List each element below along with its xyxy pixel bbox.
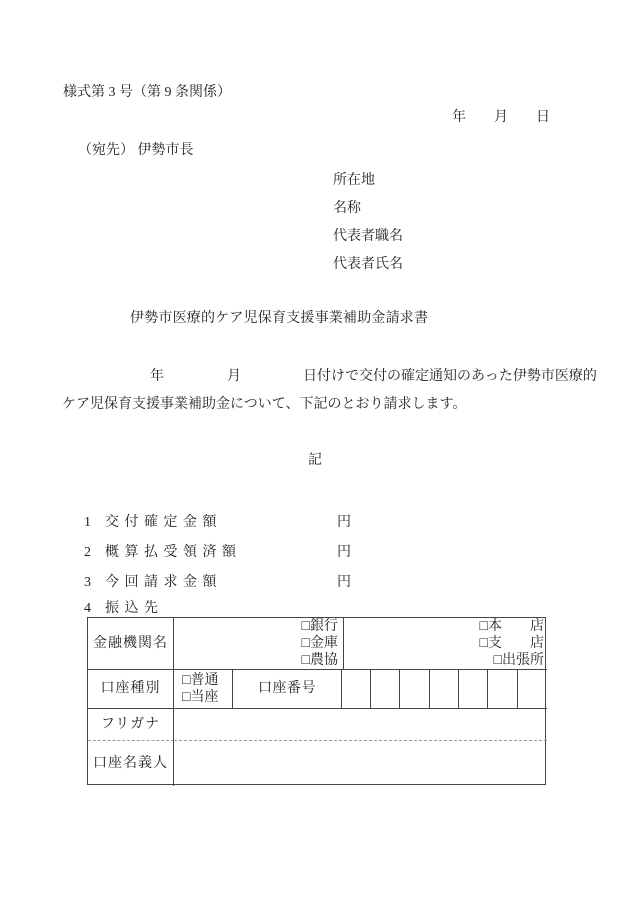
- checkbox-icon: □: [479, 619, 488, 634]
- account-type-cell: [174, 670, 233, 709]
- furigana-value-cell: [174, 709, 547, 741]
- item-3-label: 今回請求金額: [105, 575, 222, 590]
- checkbox-option-head-office: [344, 618, 547, 635]
- option-label: 支 店: [488, 636, 544, 651]
- branch-name-cell: [344, 618, 547, 670]
- account-type-label: 口座種別: [88, 670, 174, 709]
- option-label: 本 店: [488, 619, 544, 634]
- field-label-rep-title: 代表者職名: [333, 229, 403, 244]
- body-year-blank: 年: [150, 369, 164, 384]
- checkbox-option-sub-branch: [344, 652, 547, 669]
- ki-marker: 記: [308, 453, 322, 468]
- option-label: 普通: [190, 673, 219, 688]
- field-label-rep-fullname: 代表者氏名: [333, 257, 403, 272]
- furigana-label: フリガナ: [88, 709, 174, 741]
- account-holder-label: 口座名義人: [88, 741, 174, 786]
- account-holder-value-cell: [174, 741, 547, 786]
- yen-unit: 円: [337, 515, 351, 530]
- checkbox-icon: □: [301, 636, 310, 651]
- document-title: 伊勢市医療的ケア児保育支援事業補助金請求書: [130, 311, 429, 326]
- checkbox-option-branch-office: [344, 635, 547, 652]
- institution-name-cell: [174, 618, 344, 670]
- checkbox-icon: □: [479, 636, 488, 651]
- body-month-blank: 月: [227, 369, 241, 384]
- field-label-name: 名称: [333, 201, 361, 216]
- date-line: 年 月 日: [452, 110, 550, 125]
- checkbox-option-current: [174, 689, 232, 706]
- option-label: 銀行: [310, 619, 338, 634]
- checkbox-icon: □: [301, 619, 310, 634]
- addressee: （宛先） 伊勢市長: [78, 143, 194, 158]
- checkbox-option-ordinary: [174, 672, 232, 689]
- option-label: 出張所: [502, 653, 544, 668]
- checkbox-icon: □: [182, 673, 191, 688]
- account-number-digit-cell: [371, 670, 400, 709]
- item-2-label: 概算払受領済額: [105, 545, 242, 560]
- option-label: 当座: [190, 690, 219, 705]
- form-number: 様式第 3 号（第 9 条関係）: [63, 85, 231, 100]
- item-3-number: 3: [84, 575, 91, 590]
- option-label: 農協: [310, 653, 338, 668]
- item-1-label: 交付確定金額: [105, 515, 222, 530]
- checkbox-option-bank: [174, 618, 343, 635]
- yen-unit: 円: [337, 545, 351, 560]
- account-number-digit-cell: [400, 670, 430, 709]
- item-1-number: 1: [84, 515, 91, 530]
- item-2-number: 2: [84, 545, 91, 560]
- body-line-2: ケア児保育支援事業補助金について、下記のとおり請求します。: [62, 397, 467, 412]
- body-line-1: 日付けで交付の確定通知のあった伊勢市医療的: [303, 369, 597, 384]
- checkbox-icon: □: [182, 690, 191, 705]
- checkbox-icon: □: [301, 653, 310, 668]
- checkbox-icon: □: [493, 653, 502, 668]
- account-number-label: 口座番号: [233, 670, 342, 709]
- checkbox-option-jakyo: [174, 652, 343, 669]
- yen-unit: 円: [337, 575, 351, 590]
- account-number-digit-cell: [430, 670, 459, 709]
- item-4-number: 4: [84, 601, 91, 616]
- financial-institution-label: 金融機関名: [88, 618, 174, 670]
- account-number-digit-cell: [518, 670, 547, 709]
- option-label: 金庫: [310, 636, 338, 651]
- bank-transfer-table: [87, 617, 546, 785]
- item-4-label: 振込先: [105, 601, 164, 616]
- checkbox-option-shinkin: [174, 635, 343, 652]
- account-number-digit-cell: [342, 670, 371, 709]
- account-number-digit-cell: [488, 670, 518, 709]
- field-label-address: 所在地: [333, 173, 375, 188]
- account-number-digit-cell: [459, 670, 488, 709]
